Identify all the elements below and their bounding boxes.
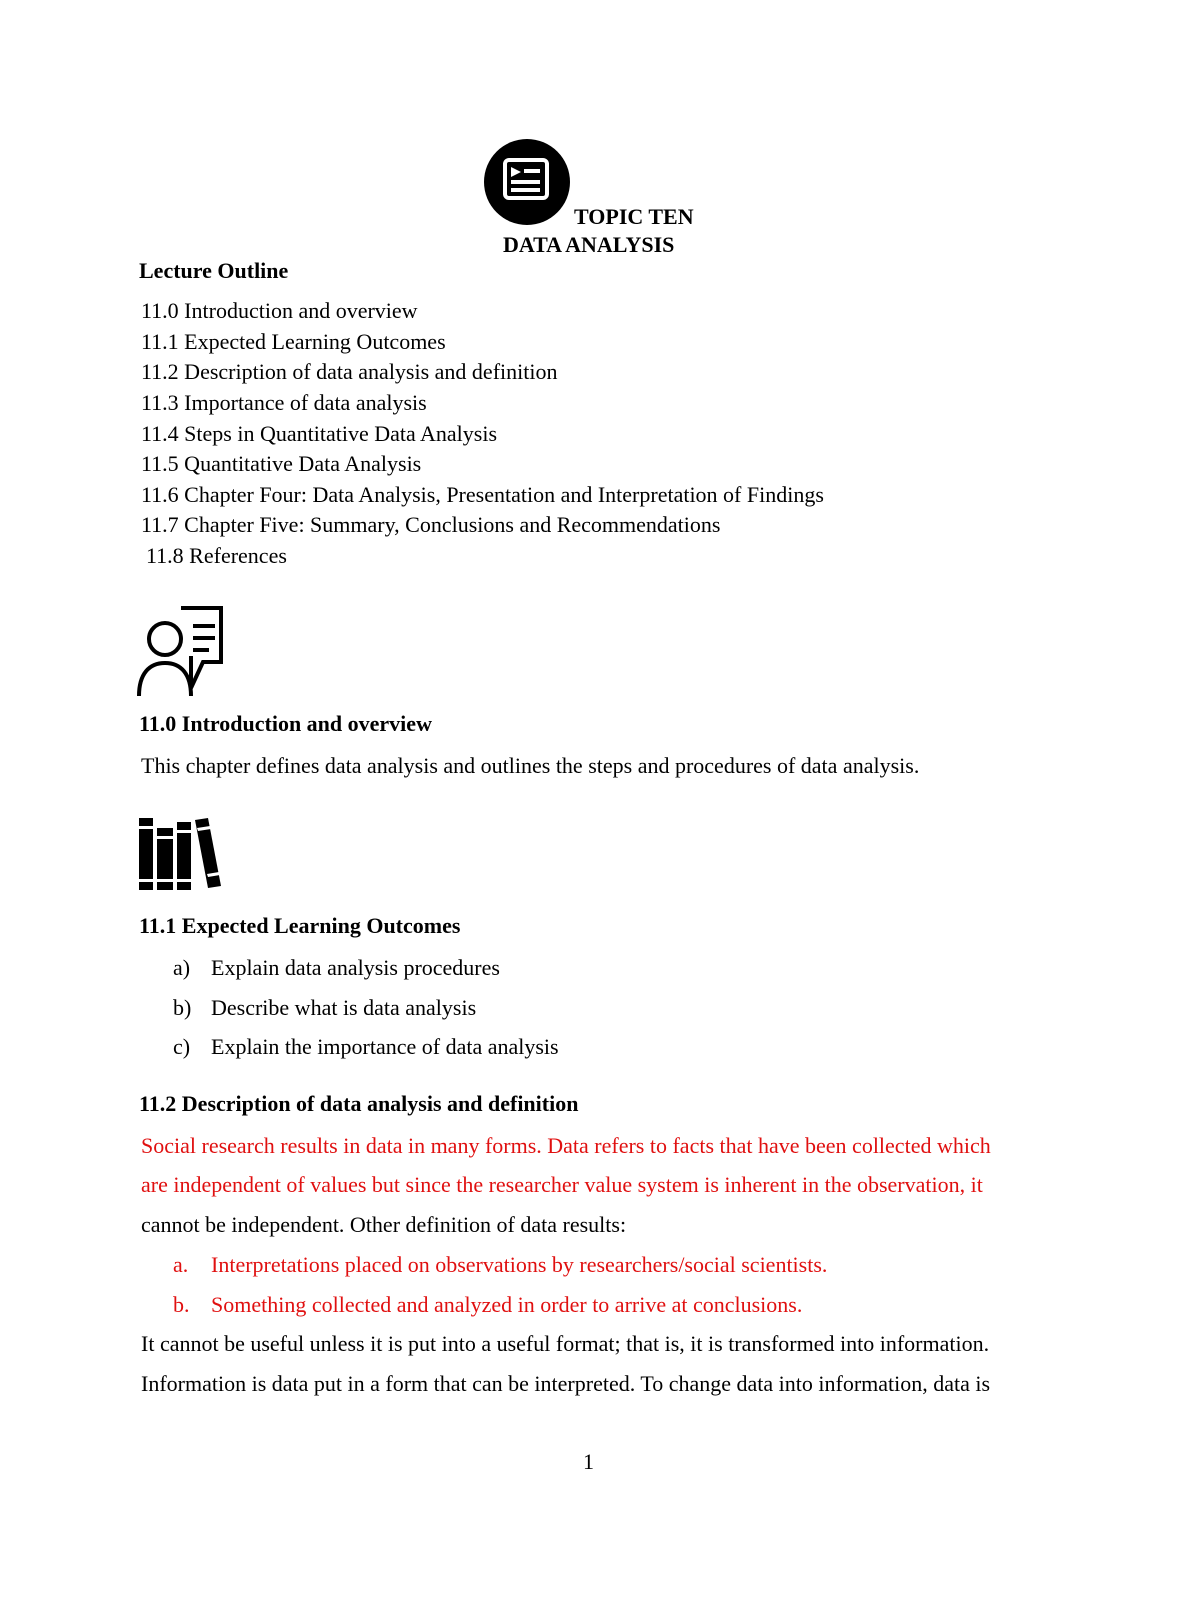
outline-item: 11.5 Quantitative Data Analysis: [141, 451, 422, 476]
paragraph-line: are independent of values but since the researcher value system is inherent in the observation, it: [141, 1172, 983, 1197]
list-marker: b.: [173, 1292, 190, 1317]
presentation-icon: [484, 139, 570, 225]
outline-item: 11.8 References: [146, 543, 287, 568]
list-item: Explain data analysis procedures: [211, 955, 500, 980]
speaker-icon: [137, 606, 223, 698]
list-item: Describe what is data analysis: [211, 995, 477, 1020]
section-heading-outcomes: 11.1 Expected Learning Outcomes: [139, 913, 461, 938]
document-title: DATA ANALYSIS: [503, 232, 675, 257]
list-marker: a): [173, 955, 191, 980]
list-item: Interpretations placed on observations by researchers/social scientists.: [211, 1252, 828, 1277]
outline-item: 11.1 Expected Learning Outcomes: [141, 329, 446, 354]
list-marker: a.: [173, 1252, 189, 1277]
paragraph-line: It cannot be useful unless it is put into a useful format; that is, it is transformed into information.: [141, 1331, 990, 1356]
list-marker: c): [173, 1034, 191, 1059]
outline-item: 11.4 Steps in Quantitative Data Analysis: [141, 421, 498, 446]
outline-item: 11.7 Chapter Five: Summary, Conclusions and Recommendations: [141, 512, 721, 537]
section-heading-description: 11.2 Description of data analysis and definition: [139, 1091, 579, 1116]
paragraph-line: Social research results in data in many forms. Data refers to facts that have been collected which: [141, 1133, 991, 1158]
topic-label: TOPIC TEN: [574, 204, 694, 229]
list-item: Explain the importance of data analysis: [211, 1034, 559, 1059]
outline-item: 11.2 Description of data analysis and definition: [141, 359, 558, 384]
intro-paragraph: This chapter defines data analysis and outlines the steps and procedures of data analysis.: [141, 753, 920, 778]
books-icon: [137, 816, 225, 892]
page-number: 1: [583, 1449, 594, 1474]
section-heading-intro: 11.0 Introduction and overview: [139, 711, 432, 736]
paragraph-line: cannot be independent. Other definition of data results:: [141, 1212, 627, 1237]
outline-item: 11.3 Importance of data analysis: [141, 390, 427, 415]
outline-heading: Lecture Outline: [139, 258, 289, 283]
list-marker: b): [173, 995, 192, 1020]
outline-item: 11.0 Introduction and overview: [141, 298, 418, 323]
paragraph-line: Information is data put in a form that can be interpreted. To change data into information, data is: [141, 1371, 991, 1396]
outline-item: 11.6 Chapter Four: Data Analysis, Presentation and Interpretation of Findings: [141, 482, 824, 507]
list-item: Something collected and analyzed in order to arrive at conclusions.: [211, 1292, 803, 1317]
